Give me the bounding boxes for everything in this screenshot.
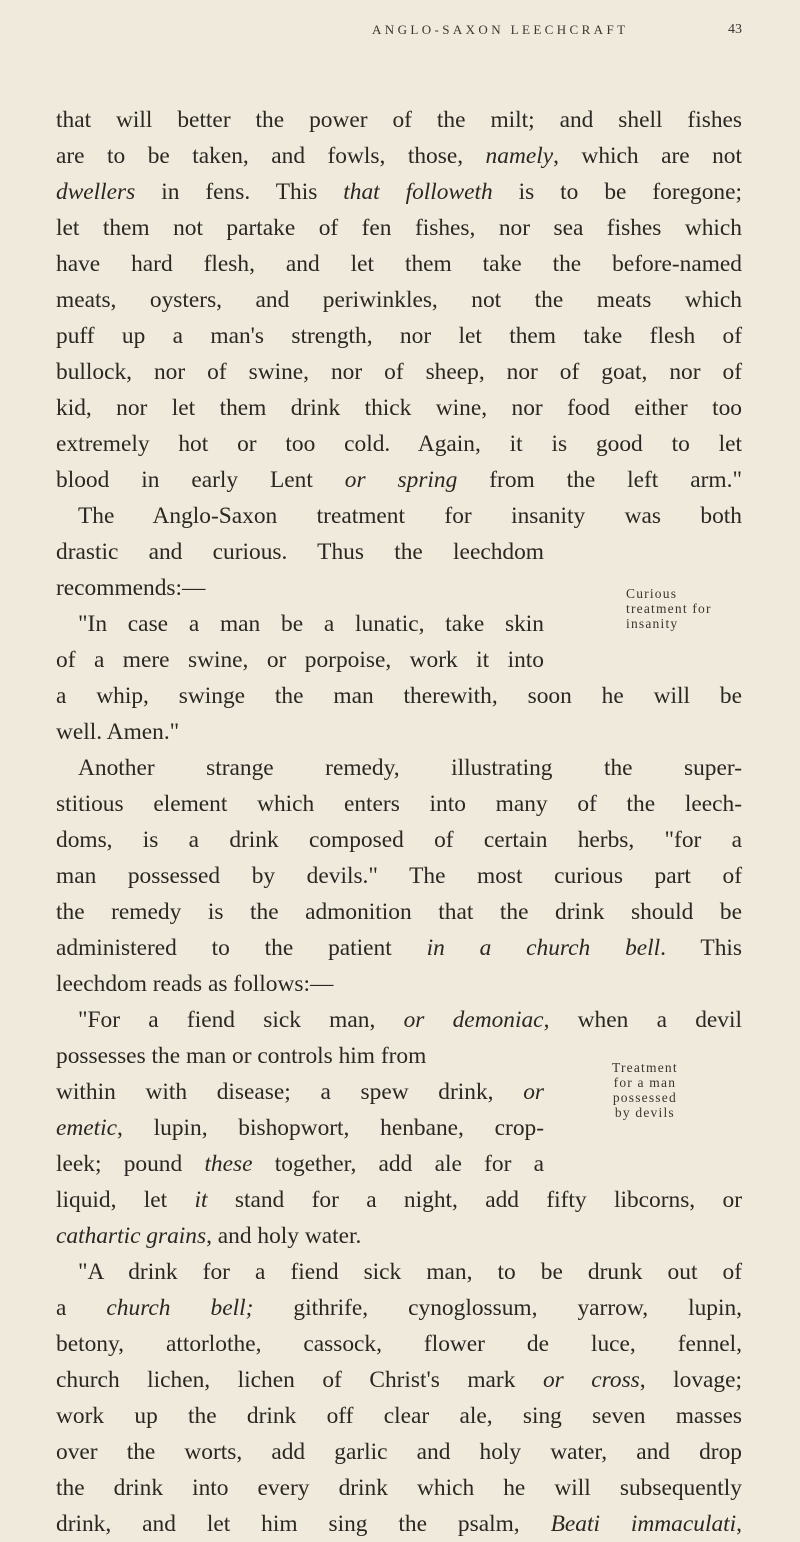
text-line: "For a fiend sick man, or demoniac, when a devil [78,1007,742,1033]
text-line: church lichen, lichen of Christ's mark or cross, lovage; [56,1367,742,1393]
text-line: The Anglo-Saxon treatment for insanity was both [78,503,742,529]
side-note-line: Curious [626,586,678,601]
side-note-line: for a man [613,1075,677,1090]
text-line: cathartic grains, and holy water. [56,1223,362,1249]
side-note-line: possessed [612,1090,677,1105]
text-line: meats, oysters, and periwinkles, not the meats which [56,287,742,313]
text-line: work up the drink off clear ale, sing seven masses [56,1403,742,1429]
text-line: are to be taken, and fowls, those, namely, which are not [56,143,743,169]
side-note-line: by devils [614,1105,675,1120]
text-line: man possessed by devils." The most curious part of [56,863,742,889]
side-note-line: insanity [626,616,679,631]
text-line: administered to the patient in a church bell. This [56,935,743,961]
running-head: ANGLO-SAXON LEECHCRAFT [372,22,629,37]
text-line: emetic, lupin, bishopwort, henbane, crop- [56,1115,544,1141]
text-line: "In case a man be a lunatic, take skin [78,611,544,637]
text-line: a church bell; githrife, cynoglossum, yarrow, lupin, [56,1295,743,1321]
text-line: liquid, let it stand for a night, add fifty libcorns, or [56,1187,742,1213]
text-line: "A drink for a fiend sick man, to be drunk out of [78,1259,742,1285]
text-line: drink, and let him sing the psalm, Beati immaculati, [56,1511,742,1537]
text-line: of a mere swine, or porpoise, work it into [56,647,544,673]
text-line: bullock, nor of swine, nor of sheep, nor of goat, nor of [56,359,742,385]
side-note-insanity [626,586,712,631]
text-line: the remedy is the admonition that the drink should be [56,899,742,925]
text-line: recommends:— [56,575,206,601]
text-line: let them not partake of fen fishes, nor sea fishes which [56,215,742,241]
side-note-line: treatment for [626,601,712,616]
text-line: a whip, swinge the man therewith, soon he will be [56,683,742,709]
text-line: have hard flesh, and let them take the before-named [56,251,742,277]
text-line: possesses the man or controls him from [56,1043,427,1069]
text-line: over the worts, add garlic and holy water, and drop [56,1439,742,1465]
side-note-devils [612,1060,678,1120]
text-line: doms, is a drink composed of certain herbs, "for a [56,827,742,853]
text-line: betony, attorlothe, cassock, flower de luce, fennel, [56,1331,742,1357]
text-line: leechdom reads as follows:— [56,971,334,997]
text-line: the drink into every drink which he will subsequently [56,1475,742,1501]
text-line: kid, nor let them drink thick wine, nor food either too [56,395,742,421]
text-line: drastic and curious. Thus the leechdom [56,539,544,565]
text-line: well. Amen." [56,719,180,745]
page-number: 43 [728,22,742,37]
text-line: within with disease; a spew drink, or [56,1079,544,1105]
text-line: puff up a man's strength, nor let them take flesh of [56,323,742,349]
side-note-line: Treatment [612,1060,678,1075]
text-line: that will better the power of the milt; and shell fishes [56,107,742,133]
page-header [0,22,800,52]
text-line: stitious element which enters into many of the leech- [56,791,742,817]
text-line: blood in early Lent or spring from the left arm." [56,467,742,493]
text-line: extremely hot or too cold. Again, it is good to let [56,431,742,457]
text-line: dwellers in fens. This that followeth is to be foregone; [56,179,742,205]
text-line: Another strange remedy, illustrating the super- [78,755,742,781]
text-line: leek; pound these together, add ale for a [56,1151,544,1177]
